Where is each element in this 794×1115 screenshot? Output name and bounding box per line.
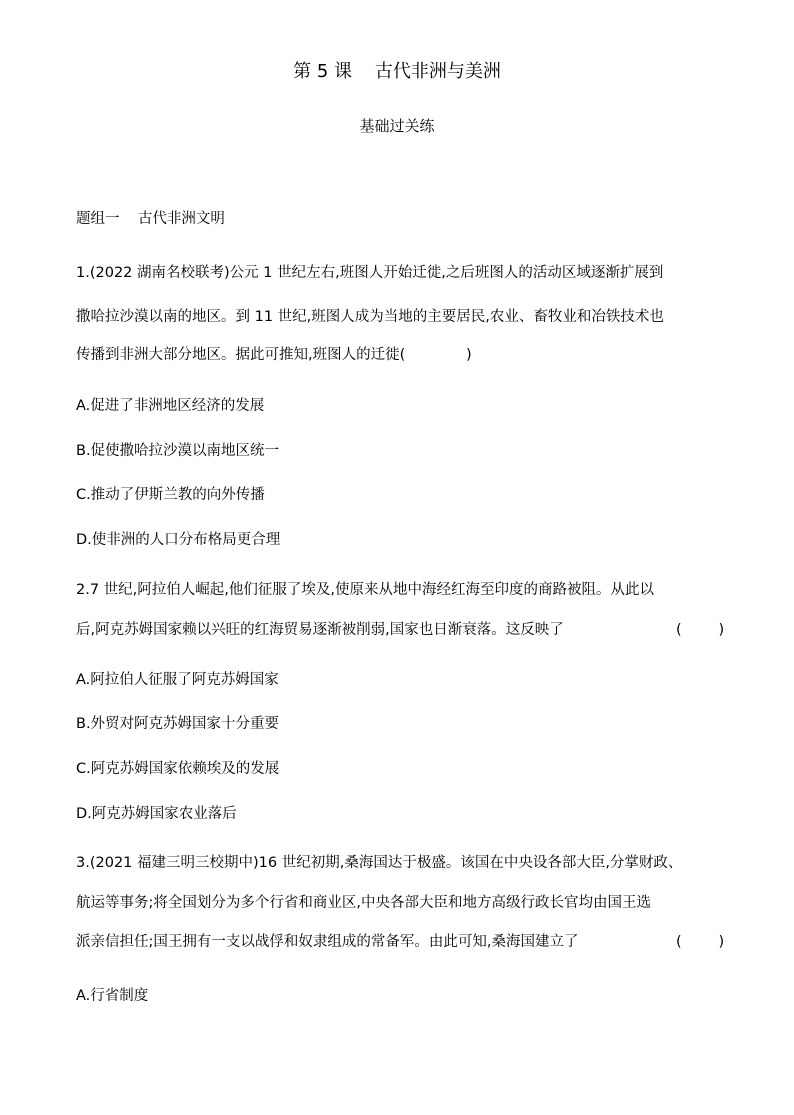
question-2-option-b: B.外贸对阿克苏姆国家十分重要 [76,716,280,732]
question-1-line-2: 撒哈拉沙漠以南的地区。到 11 世纪,班图人成为当地的主要居民,农业、畜牧业和冶铁技术也 [76,309,664,325]
question-3-option-a: A.行省制度 [76,988,149,1004]
question-3-answer-paren: ( ) [676,934,725,950]
question-3-line-2: 航运等事务;将全国划分为多个行省和商业区,中央各部大臣和地方高级行政长官均由国王选 [76,895,651,911]
question-2-option-c: C.阿克苏姆国家依赖埃及的发展 [76,761,280,777]
question-2-line-2: 后,阿克苏姆国家赖以兴旺的红海贸易逐渐被削弱,国家也日渐衰落。这反映了 [76,622,564,638]
question-1-option-c: C.推动了伊斯兰教的向外传播 [76,487,265,503]
group-heading: 题组一 古代非洲文明 [76,211,225,227]
question-1-line-3: 传播到非洲大部分地区。据此可推知,班图人的迁徙( [76,347,406,363]
question-2-line-1: 2.7 世纪,阿拉伯人崛起,他们征服了埃及,使原来从地中海经红海至印度的商路被阻。从此以 [76,582,654,598]
section-subtitle: 基础过关练 [359,117,435,135]
question-1-option-d: D.使非洲的人口分布格局更合理 [76,532,281,548]
question-2-option-d: D.阿克苏姆国家农业落后 [76,806,237,822]
question-1-line-1: 1.(2022 湖南名校联考)公元 1 世纪左右,班图人开始迁徙,之后班图人的活动区域逐渐扩展到 [76,265,664,281]
question-3-line-3: 派亲信担任;国王拥有一支以战俘和奴隶组成的常备军。由此可知,桑海国建立了 [76,934,579,950]
question-3-line-1: 3.(2021 福建三明三校期中)16 世纪初期,桑海国达于极盛。该国在中央设各部大臣,分掌财政、 [76,855,683,871]
question-1-option-b: B.促使撒哈拉沙漠以南地区统一 [76,443,280,459]
question-2-option-a: A.阿拉伯人征服了阿克苏姆国家 [76,672,279,688]
question-2-answer-paren: ( ) [676,622,725,638]
lesson-title: 第 5 课 古代非洲与美洲 [293,61,501,82]
question-1-answer-paren: ) [466,347,472,363]
question-1-option-a: A.促进了非洲地区经济的发展 [76,398,265,414]
